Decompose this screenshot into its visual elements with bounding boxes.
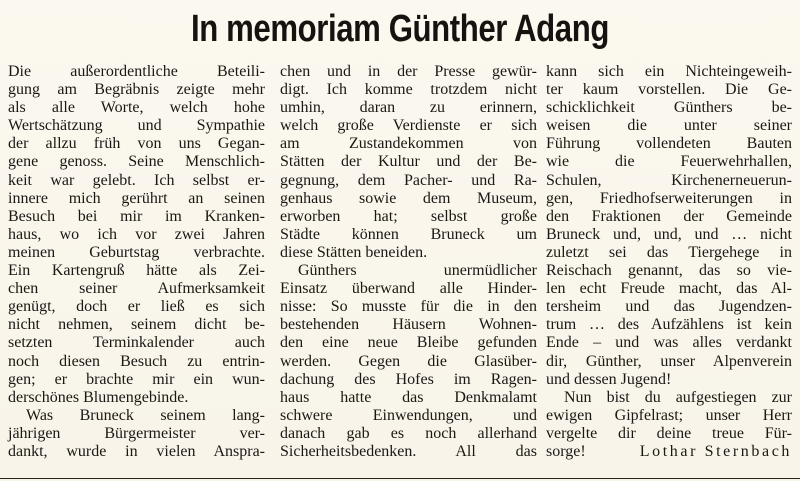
text-line: und dessen Jugend! — [546, 370, 672, 388]
text-line: dir, Günther, unser Alpenverein — [546, 352, 792, 370]
text-line: meinen Geburtstag verbrachte. — [8, 243, 265, 261]
text-line: haus, wo ich vor zwei Jahren — [8, 225, 265, 243]
text-line: Die außerordentliche Beteili- — [8, 63, 265, 80]
text-line: jährigen Bürgermeister ver- — [8, 424, 265, 442]
text-line: nisse: So musste für die in den — [280, 298, 537, 316]
closing-line — [546, 443, 792, 461]
text-line: den Fraktionen der Gemeinde — [546, 207, 792, 225]
text-line: Städte können Bruneck um — [280, 225, 537, 243]
paragraph-start-line: Nun bist du aufgestiegen zur — [564, 388, 792, 406]
text-line: werden. Gegen die Glasüber- — [280, 352, 537, 370]
headline: In memoriam Günther Adang — [191, 8, 609, 50]
text-line: chen und in der Presse gewür- — [280, 63, 537, 80]
text-line: digt. Ich komme trotzdem nicht — [280, 81, 537, 99]
article-column-3 — [546, 63, 792, 461]
text-line: dachung des Hofes im Ragen- — [280, 370, 537, 388]
text-line: vergelte dir deine treue Für- — [546, 424, 792, 442]
text-line: kann sich ein Nichteingeweih- — [546, 63, 792, 80]
text-line: erworben hat; selbst große — [280, 207, 537, 225]
author-signature: Lothar Sternbach — [639, 442, 792, 460]
text-line: weisen die unter seiner — [546, 117, 792, 135]
text-line: dankt, wurde in vielen Anspra- — [8, 442, 265, 460]
text-line: keit war gelebt. Ich selbst er- — [8, 171, 265, 189]
text-line: Besuch bei mir im Kranken- — [8, 207, 265, 225]
text-line: danach gab es noch allerhand — [280, 424, 537, 442]
text-line: Sicherheitsbedenken. All das — [280, 442, 537, 460]
text-line: sorge! — [546, 442, 586, 460]
text-line: welch große Verdienste er sich — [280, 117, 537, 135]
article-column-2 — [280, 63, 537, 461]
text-line: Stätten der Kultur und der Be- — [280, 153, 537, 171]
text-line: gung am Begräbnis zeigte mehr — [8, 81, 265, 99]
text-line: schwere Einwendungen, und — [280, 406, 537, 424]
text-line: ewigen Gipfelrast; unser Herr — [546, 406, 792, 424]
text-line: wie die Feuerwehrhallen, — [546, 153, 792, 171]
text-line: am Zustandekommen von — [280, 135, 537, 153]
text-line: Schulen, Kirchenerneuerun- — [546, 171, 792, 189]
text-line: derschönes Blumengebinde. — [8, 388, 189, 406]
text-line: trum … des Aufzählens ist kein — [546, 316, 792, 334]
text-line: schicklichkeit Günthers be- — [546, 99, 792, 117]
text-line: nicht nehmen, seinem dicht be- — [8, 316, 265, 334]
text-line: ter kaum vorstellen. Die Ge- — [546, 81, 792, 99]
text-line: gene genoss. Seine Menschlich- — [8, 153, 265, 171]
article-column-1 — [8, 63, 265, 461]
text-line: innere mich gerührt an seinen — [8, 189, 265, 207]
text-line: gegnung, dem Pacher- und Ra- — [280, 171, 537, 189]
paragraph-start-line: Günthers unermüdlicher — [298, 262, 537, 280]
text-line: noch diesen Besuch zu entrin- — [8, 352, 265, 370]
text-line: den eine neue Bleibe gefunden — [280, 334, 537, 352]
text-line: als alle Worte, welch hohe — [8, 99, 265, 117]
text-line: haus hatte das Denkmalamt — [280, 388, 537, 406]
text-line: len echt Freude macht, das Al- — [546, 280, 792, 298]
text-line: Bruneck und, und, und … nicht — [546, 225, 792, 243]
bottom-divider — [0, 478, 800, 479]
text-line: diese Stätten beneiden. — [280, 243, 428, 261]
text-line: der allzu früh von uns Gegan- — [8, 135, 265, 153]
text-line: tersheim und das Jugendzen- — [546, 298, 792, 316]
text-line: setzten Terminkalender auch — [8, 334, 265, 352]
text-line: Ein Kartengruß hätte als Zei- — [8, 262, 265, 280]
text-line: genügt, doch er ließ es sich — [8, 298, 265, 316]
text-line: Reischach genannt, das so vie- — [546, 262, 792, 280]
text-line: umhin, daran zu erinnern, — [280, 99, 537, 117]
text-line: bestehenden Häusern Wohnen- — [280, 316, 537, 334]
text-line: Einsatz überwand alle Hinder- — [280, 280, 537, 298]
text-line: Wertschätzung und Sympathie — [8, 117, 265, 135]
text-line: gen, Friedhofserweiterungen in — [546, 189, 792, 207]
text-line: Führung vollendeten Bauten — [546, 135, 792, 153]
text-line: genhaus sowie dem Museum, — [280, 189, 537, 207]
text-line: gen; er brachte mir ein wun- — [8, 370, 265, 388]
text-line: Ende – und was alles verdankt — [546, 334, 792, 352]
paragraph-start-line: Was Bruneck seinem lang- — [26, 406, 265, 424]
text-line: zuletzt sei das Tiergehege in — [546, 243, 792, 261]
text-line: chen seiner Aufmerksamkeit — [8, 280, 265, 298]
